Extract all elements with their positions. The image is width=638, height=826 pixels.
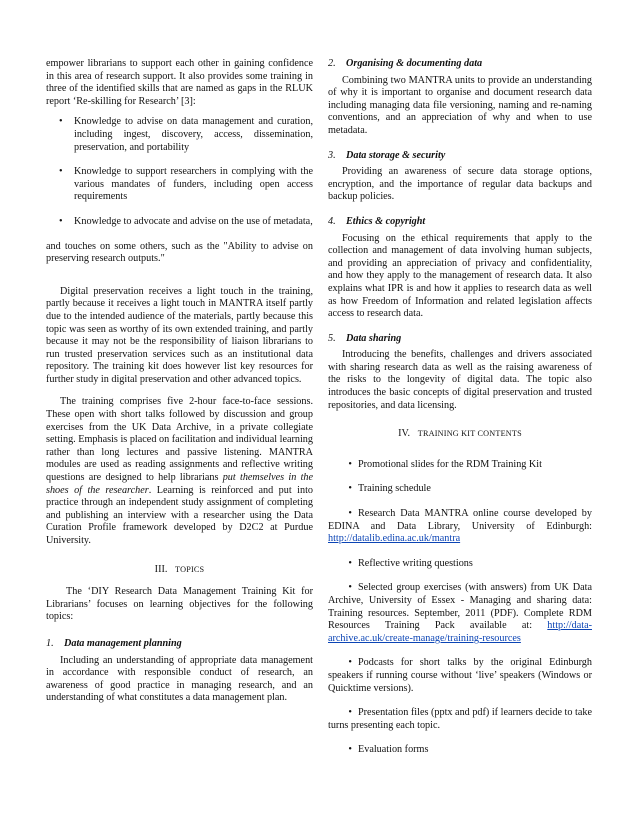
left-column (46, 58, 313, 705)
bullet-icon: • (59, 116, 63, 128)
list-item: • Evaluation forms (328, 744, 592, 757)
list-item: • Selected group exercises (with answers) from UK Data Archive, University of Essex - Managing and sharing data: Training resources. September, 2011 (PDF). Complete RDM Resources Training Pack available at: http://data-archive.ac.uk/create-manage/training-resources (328, 582, 592, 644)
list-item: • Promotional slides for the RDM Training Kit (328, 459, 592, 472)
list-item: • Podcasts for short talks by the original Edinburgh speakers if running course without ‘live’ speakers (Windows or Quicktime versions). (328, 657, 592, 694)
topic-text-5: Introducing the benefits, challenges and drivers associated with sharing research data as well as the raising awareness of the risks to the longevity of digital data. The topic also introduces the basic concepts of digital preservation and trusted repositories, and data licensing. (328, 349, 592, 411)
topics-intro-paragraph: The ‘DIY Research Data Management Training Kit for Librarians’ focuses on learning objectives for the following topics: (46, 586, 313, 623)
list-item: • Knowledge to advise on data management and curation, including ingest, discovery, access, dissemination, preservation, and portability (59, 116, 313, 153)
topic-heading-4: 4. Ethics & copyright (328, 215, 426, 227)
section-heading-topics: III. TOPICS (154, 563, 205, 575)
topic-heading-2: 2. Organising & documenting data (328, 58, 483, 69)
list-item: • Research Data MANTRA online course developed by EDINA and Data Library, University of Edinburgh: http://datalib.edina.ac.uk/mantra (328, 508, 592, 545)
list-item: • Training schedule (328, 483, 592, 496)
skills-list (46, 116, 313, 228)
list-item: • Presentation files (pptx and pdf) if learners decide to take turns presenting each topic. (328, 707, 592, 731)
topic-heading-1: 1. Data management planning (46, 637, 182, 649)
bullet-icon: • (348, 707, 352, 719)
section-heading-kit-contents: IV. TRAINING KIT CONTENTS (398, 428, 522, 440)
data-archive-link[interactable]: http://data-archive.ac.uk/create-manage/training-resources (328, 620, 592, 644)
bullet-icon: • (348, 744, 352, 756)
bullet-icon: • (348, 508, 352, 520)
mantra-link[interactable]: http://datalib.edina.ac.uk/mantra (328, 533, 461, 545)
topic-heading-5: 5. Data sharing (328, 332, 402, 344)
topic-text-1: Including an understanding of appropriate data management in accordance with responsible conduct of research, an awareness of good practice in managing research, and an understanding of what constitutes a data management plan. (46, 654, 313, 704)
topic-heading-3: 3. Data storage & security (328, 149, 446, 161)
topic-text-3: Providing an awareness of secure data storage options, encryption, and the importance of regular data backups and backup policies. (328, 166, 592, 203)
list-item: • Knowledge to advocate and advise on the use of metadata, (59, 215, 313, 227)
topic-text-4: Focusing on the ethical requirements that apply to the collection and management of data involving human subjects, and providing an appreciation of privacy and confidentiality, and how they apply to the management of research data. It also explains what IPR is and how it applies to research data as well as how Freedom of Information and related legislation affects access to research data. (328, 232, 592, 320)
list-item: • Knowledge to support researchers in complying with the various mandates of funders, including open access requirements (59, 166, 313, 203)
bullet-icon: • (348, 557, 352, 569)
training-paragraph: The training comprises five 2-hour face-to-face sessions. These open with short talks followed by discussion and group exercises from the UK Data Archive, in a private collegiate setting. Emphasis is placed on facilitation and individual learning rather than long lectures and passive listening. MANTRA modules are used as reading assignments and reflective writing questions are designed to help librarians put themselves in the shoes of the researcher. Learning is reinforced and put into practice through an independent study assignment of completing and publishing an interview with a researcher using the Data Curation Profile framework developed by D2C2 at Purdue University. (46, 396, 314, 546)
after-bullets-paragraph: and touches on some others, such as the "Ability to advise on preserving research outputs." (46, 240, 313, 265)
bullet-icon: • (348, 657, 352, 669)
bullet-icon: • (348, 582, 352, 594)
topic-text-2: Combining two MANTRA units to provide an understanding of why it is important to organise and document research data including managing data file versioning, naming and re-naming conventions, and an appreciation of why and when to use metadata. (328, 74, 592, 136)
bullet-icon: • (348, 458, 352, 470)
bullet-icon: • (59, 215, 63, 227)
list-item: • Reflective writing questions (328, 558, 592, 571)
right-column (328, 58, 592, 757)
bullet-icon: • (348, 483, 352, 495)
intro-paragraph: empower librarians to support each other in gaining confidence in this area of research support. It also provides some training in three of the identified skills that are named as gaps in the RLUK report ‘Re-skilling for Research’ [3]: (46, 58, 313, 107)
preservation-paragraph: Digital preservation receives a light touch in the training, partly because it receives a light touch in MANTRA itself partly due to the intended audience of the materials, partly because this topic was seen as worthy of its own extended training, and partly because it may not be the responsibility of liaison librarians to run trusted preservation services such as an institutional data repository. The training kit does however list key resources for further study in digital preservation and other advanced topics. (46, 285, 313, 385)
bullet-icon: • (59, 166, 63, 178)
